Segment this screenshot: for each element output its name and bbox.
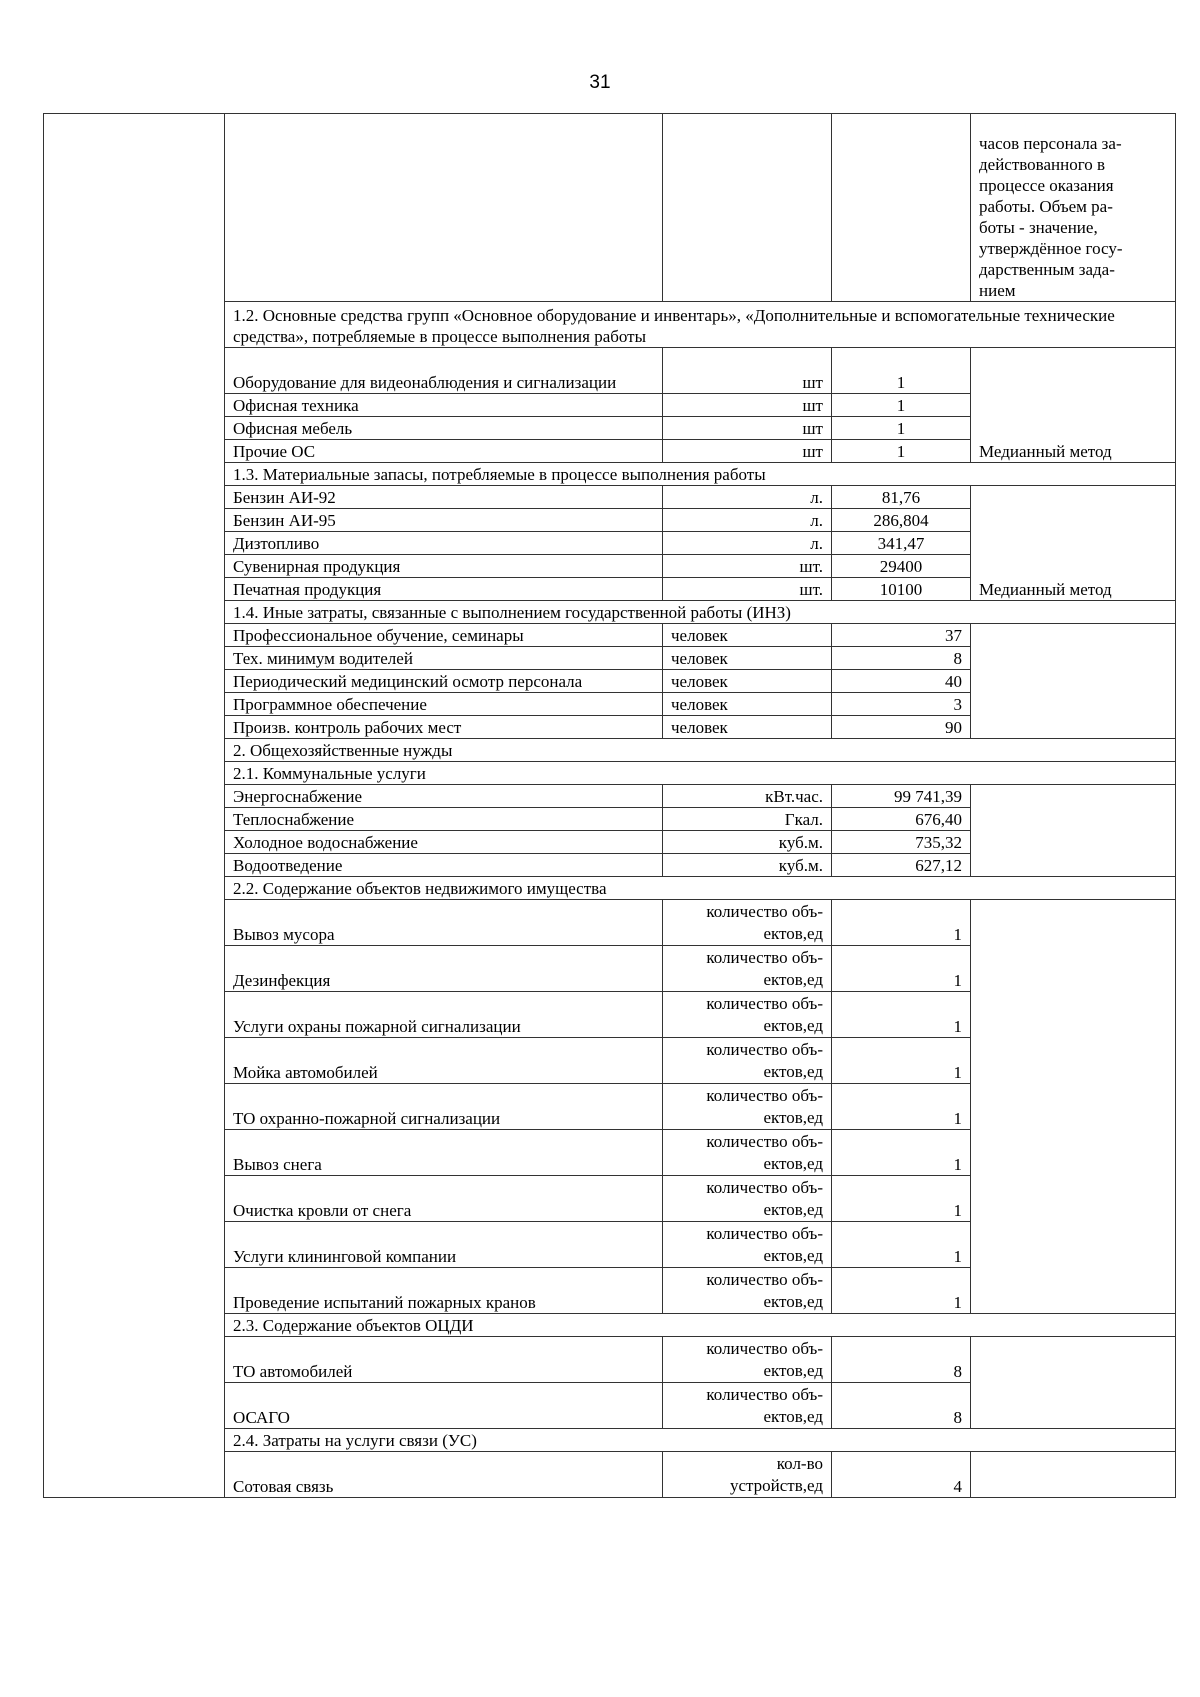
item-value: 1: [832, 394, 971, 417]
item-value: 3: [832, 693, 971, 716]
item-unit: [663, 992, 832, 1038]
item-name: Услуги охраны пожарной сигнализации: [225, 992, 663, 1038]
cost-norms-table: [43, 113, 1176, 1498]
empty-cell: [971, 1452, 1176, 1498]
unit-line: количество объ-: [706, 994, 823, 1013]
item-name: Оборудование для видеонаблюдения и сигнализации: [225, 348, 663, 394]
unit-line: ектов,ед: [763, 1108, 823, 1127]
item-value: 1: [832, 1084, 971, 1130]
section-2-1-heading: 2.1. Коммунальные услуги: [225, 762, 1176, 785]
note-line: утверждённое госу-: [979, 239, 1123, 258]
item-name: Услуги клининговой компании: [225, 1222, 663, 1268]
item-name: Сувенирная продукция: [225, 555, 663, 578]
section-2-heading: 2. Общехозяйственные нужды: [225, 739, 1176, 762]
unit-line: ектов,ед: [763, 1246, 823, 1265]
item-value: 341,47: [832, 532, 971, 555]
item-unit: л.: [663, 509, 832, 532]
item-unit: [663, 1383, 832, 1429]
item-value: 90: [832, 716, 971, 739]
section-1-3-heading: 1.3. Материальные запасы, потребляемые в процессе выполнения работы: [225, 463, 1176, 486]
unit-line: ектов,ед: [763, 1062, 823, 1081]
item-name: Дизтопливо: [225, 532, 663, 555]
item-value: 4: [832, 1452, 971, 1498]
item-name: Офисная мебель: [225, 417, 663, 440]
item-unit: [663, 1452, 832, 1498]
item-value: 8: [832, 1383, 971, 1429]
item-unit: человек: [663, 624, 832, 647]
item-value: 1: [832, 992, 971, 1038]
section-1-2-heading: 1.2. Основные средства групп «Основное оборудование и инвентарь», «Дополнительные и вспомогательные технические средства», потребляемые в процессе выполнения работы: [225, 302, 1176, 348]
normative-note: [971, 114, 1176, 302]
item-value: 1: [832, 348, 971, 394]
item-value: 1: [832, 900, 971, 946]
section-2-2-heading: 2.2. Содержание объектов недвижимого имущества: [225, 877, 1176, 900]
item-name: Программное обеспечение: [225, 693, 663, 716]
item-value: 1: [832, 1038, 971, 1084]
item-value: 1: [832, 1268, 971, 1314]
note-line: процессе оказания: [979, 176, 1114, 195]
item-value: 1: [832, 417, 971, 440]
item-name: Теплоснабжение: [225, 808, 663, 831]
item-unit: л.: [663, 486, 832, 509]
item-name: Периодический медицинский осмотр персонала: [225, 670, 663, 693]
item-name: ОСАГО: [225, 1383, 663, 1429]
item-value: 8: [832, 1337, 971, 1383]
note-line: работы. Объем ра-: [979, 197, 1113, 216]
empty-cell: [225, 114, 663, 302]
unit-line: количество объ-: [706, 1339, 823, 1358]
unit-line: количество объ-: [706, 902, 823, 921]
item-name: Энергоснабжение: [225, 785, 663, 808]
unit-line: ектов,ед: [763, 1407, 823, 1426]
item-unit: [663, 1268, 832, 1314]
unit-line: количество объ-: [706, 1086, 823, 1105]
item-value: 40: [832, 670, 971, 693]
unit-line: количество объ-: [706, 1270, 823, 1289]
empty-cell: [971, 1337, 1176, 1429]
item-unit: шт: [663, 440, 832, 463]
item-unit: [663, 1084, 832, 1130]
empty-cell: [663, 114, 832, 302]
item-unit: шт: [663, 394, 832, 417]
item-value: 99 741,39: [832, 785, 971, 808]
unit-line: количество объ-: [706, 1224, 823, 1243]
item-value: 1: [832, 1176, 971, 1222]
item-unit: человек: [663, 716, 832, 739]
empty-cell: [971, 900, 1176, 1314]
item-name: Водоотведение: [225, 854, 663, 877]
unit-line: количество объ-: [706, 1040, 823, 1059]
item-unit: [663, 900, 832, 946]
item-unit: шт: [663, 348, 832, 394]
item-name: Холодное водоснабжение: [225, 831, 663, 854]
item-value: 286,804: [832, 509, 971, 532]
note-line: часов персонала за-: [979, 134, 1122, 153]
item-name: Бензин АИ-92: [225, 486, 663, 509]
item-value: 81,76: [832, 486, 971, 509]
item-value: 735,32: [832, 831, 971, 854]
unit-line: ектов,ед: [763, 1200, 823, 1219]
page-number: 31: [589, 72, 611, 93]
item-name: Произв. контроль рабочих мест: [225, 716, 663, 739]
note-line: боты - значение,: [979, 218, 1098, 237]
item-name: Вывоз мусора: [225, 900, 663, 946]
item-value: 1: [832, 1130, 971, 1176]
item-unit: Гкал.: [663, 808, 832, 831]
item-unit: куб.м.: [663, 854, 832, 877]
left-blank-column: [44, 114, 225, 1498]
item-unit: л.: [663, 532, 832, 555]
unit-line: количество объ-: [706, 1178, 823, 1197]
unit-line: количество объ-: [706, 1132, 823, 1151]
empty-cell: [832, 114, 971, 302]
calc-method: Медианный метод: [971, 348, 1176, 463]
empty-cell: [971, 785, 1176, 877]
item-value: 1: [832, 1222, 971, 1268]
unit-line: устройств,ед: [729, 1476, 823, 1495]
item-name: Прочие ОС: [225, 440, 663, 463]
section-2-4-heading: 2.4. Затраты на услуги связи (УС): [225, 1429, 1176, 1452]
item-unit: шт: [663, 417, 832, 440]
item-name: ТО охранно-пожарной сигнализации: [225, 1084, 663, 1130]
unit-line: ектов,ед: [763, 970, 823, 989]
item-value: 37: [832, 624, 971, 647]
unit-line: ектов,ед: [763, 1361, 823, 1380]
item-unit: шт.: [663, 578, 832, 601]
item-value: 1: [832, 946, 971, 992]
item-name: Очистка кровли от снега: [225, 1176, 663, 1222]
item-unit: шт.: [663, 555, 832, 578]
item-name: Печатная продукция: [225, 578, 663, 601]
unit-line: ектов,ед: [763, 1016, 823, 1035]
item-unit: [663, 946, 832, 992]
section-1-4-heading: 1.4. Иные затраты, связанные с выполнением государственной работы (ИНЗ): [225, 601, 1176, 624]
item-value: 29400: [832, 555, 971, 578]
note-line: нием: [979, 281, 1016, 300]
continuation-row: [44, 114, 1176, 302]
item-unit: [663, 1176, 832, 1222]
item-unit: [663, 1038, 832, 1084]
item-unit: [663, 1130, 832, 1176]
item-value: 627,12: [832, 854, 971, 877]
item-name: Бензин АИ-95: [225, 509, 663, 532]
unit-line: ектов,ед: [763, 1154, 823, 1173]
item-unit: куб.м.: [663, 831, 832, 854]
unit-line: ектов,ед: [763, 1292, 823, 1311]
note-line: дарственным зада-: [979, 260, 1115, 279]
calc-method: Медианный метод: [971, 486, 1176, 601]
item-unit: кВт.час.: [663, 785, 832, 808]
unit-line: количество объ-: [706, 948, 823, 967]
item-value: 1: [832, 440, 971, 463]
item-name: Вывоз снега: [225, 1130, 663, 1176]
item-name: Мойка автомобилей: [225, 1038, 663, 1084]
unit-line: ектов,ед: [763, 924, 823, 943]
item-name: Офисная техника: [225, 394, 663, 417]
item-name: ТО автомобилей: [225, 1337, 663, 1383]
unit-line: количество объ-: [706, 1385, 823, 1404]
item-unit: [663, 1337, 832, 1383]
item-unit: человек: [663, 647, 832, 670]
section-2-3-heading: 2.3. Содержание объектов ОЦДИ: [225, 1314, 1176, 1337]
note-line: действованного в: [979, 155, 1106, 174]
item-name: Дезинфекция: [225, 946, 663, 992]
item-value: 8: [832, 647, 971, 670]
item-name: Сотовая связь: [225, 1452, 663, 1498]
item-unit: [663, 1222, 832, 1268]
item-value: 676,40: [832, 808, 971, 831]
unit-line: кол-во: [776, 1454, 823, 1473]
item-name: Профессиональное обучение, семинары: [225, 624, 663, 647]
empty-cell: [971, 624, 1176, 739]
item-unit: человек: [663, 670, 832, 693]
item-unit: человек: [663, 693, 832, 716]
item-value: 10100: [832, 578, 971, 601]
item-name: Проведение испытаний пожарных кранов: [225, 1268, 663, 1314]
item-name: Тех. минимум водителей: [225, 647, 663, 670]
